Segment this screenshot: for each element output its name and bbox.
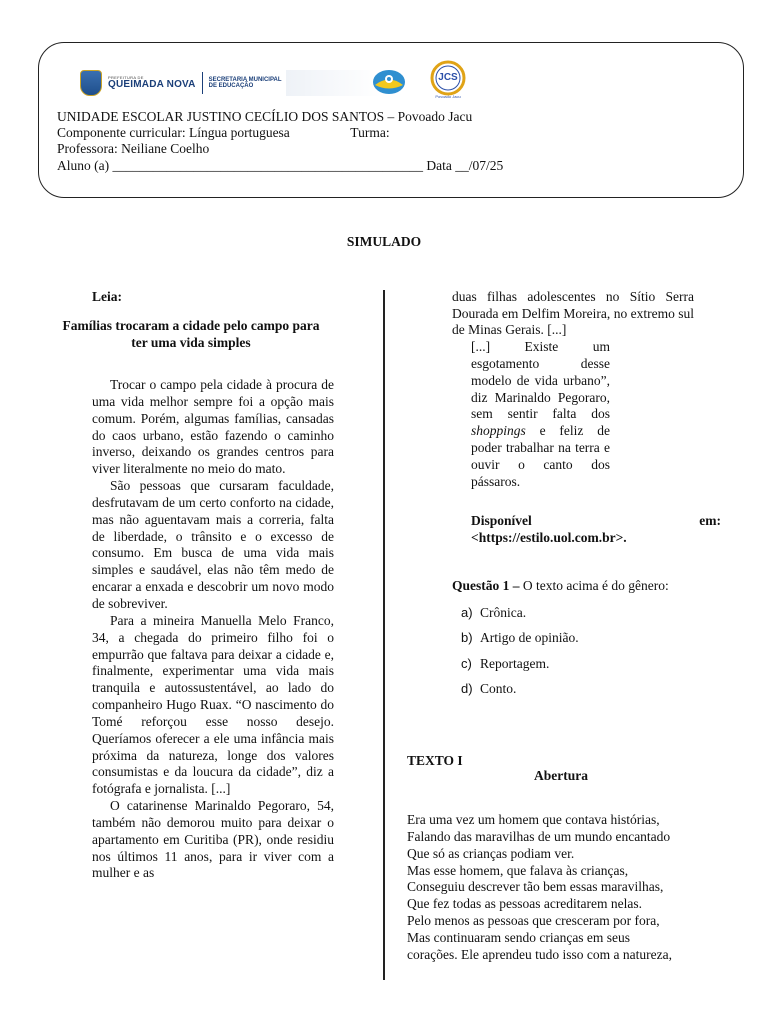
school-logo-caption: Povoado Jacu — [435, 94, 461, 99]
article-quote — [471, 339, 610, 491]
source-label: Disponível — [471, 513, 532, 528]
article-title: Famílias trocaram a cidade pelo campo para ter uma vida simples — [62, 318, 320, 350]
page-title: SIMULADO — [346, 234, 422, 249]
professora: Professora: Neiliane Coelho — [57, 141, 210, 157]
header-info — [57, 109, 503, 174]
poem-line: Falando das maravilhas de um mundo encantado — [407, 828, 671, 844]
secretaria-line-2: DE EDUCAÇÃO — [208, 83, 254, 89]
option-a[interactable] — [461, 605, 579, 630]
option-letter: c) — [461, 655, 472, 671]
poem-line: corações. Ele aprendeu tudo isso com a natureza, — [407, 946, 673, 962]
poem-line: Pelo menos as pessoas que cresceram por fora, — [407, 913, 660, 929]
option-text: Conto. — [480, 680, 517, 696]
quote-text-2: e feliz de poder trabalhar na terra e ouvir o canto dos pássaros. — [471, 423, 610, 489]
municipal-emblem-icon — [371, 68, 407, 96]
option-b[interactable] — [461, 630, 579, 655]
source-url: <https://estilo.uol.com.br>. — [471, 529, 627, 545]
school-name: UNIDADE ESCOLAR JUSTINO CECÍLIO DOS SANTOS – Povoado Jacu — [57, 109, 473, 124]
poem-line: Mas esse homem, que falava às crianças, — [407, 862, 629, 878]
school-logo-text: JCS — [438, 72, 458, 83]
source-citation — [471, 513, 721, 546]
componente-curricular: Componente curricular: Língua portuguesa Turma: — [57, 125, 390, 141]
secretaria-text — [209, 77, 282, 90]
poem-text — [407, 812, 672, 964]
poem-line: Conseguiu descrever tão bem essas maravilhas, — [407, 879, 664, 895]
option-text: Crônica. — [480, 605, 527, 620]
prefeitura-small-text: PREFEITURA DE — [108, 75, 144, 80]
source-em: em: — [699, 513, 721, 528]
column-divider — [383, 290, 385, 980]
texto-1-label: TEXTO I — [407, 753, 463, 768]
option-text: Artigo de opinião. — [480, 630, 579, 646]
question-1-text: O texto acima é do gênero: — [519, 578, 669, 593]
poem-line: Mas continuaram sendo crianças em seus — [407, 929, 631, 945]
option-text: Reportagem. — [480, 655, 550, 671]
poem-title: Abertura — [534, 768, 588, 783]
secretaria-line-1: SECRETARIA MUNICIPAL — [208, 76, 282, 83]
prefeitura-brand — [108, 76, 196, 90]
quote-italic: shoppings — [471, 423, 526, 439]
crest-icon — [80, 70, 102, 96]
question-1-label: Questão 1 – — [452, 578, 520, 593]
quote-text-1: [...] Existe um esgotamento desse modelo de vida urbano”, diz Marinaldo Pegoraro, sem sentir falta dos — [471, 339, 610, 422]
reading-label: Leia: — [92, 289, 122, 304]
article-paragraph: Para a mineira Manuella Melo Franco, 34, a chegada do primeiro filho foi o empurrão que faltava para deixar a cidade e, finalmente, experimentar uma vida mais tranquila e autossustentável, ao lado do companheiro Hugo Ruax. “O nascimento do Tomé reforçou esse nosso desejo. Queríamos oferecer a ele uma infância mais próxima da natureza, longe dos valores consumistas e da loucura da cidade”, diz a fotógrafa e jornalista. [...] — [92, 612, 334, 797]
article-paragraph: O catarinense Marinaldo Pegoraro, 54, também não demorou muito para deixar o apartamento em Curitiba (PR), onde residiu nos últimos 11 anos, para ir viver com a mulher e as — [92, 798, 334, 881]
option-letter: d) — [461, 680, 473, 696]
option-letter: b) — [461, 630, 473, 646]
aluno-line: Aluno (a) ______________________________________________ Data __/07/25 — [57, 157, 504, 173]
article-paragraph: São pessoas que cursaram faculdade, desfrutavam de um certo conforto na cidade, mas não aguentavam mais a correria, falta de liberdade, o trânsito e o excesso de consumo. Em busca de uma vida mais simples e saudável, elas não têm medo de encarar a enxada e descobrir um novo modo de sobreviver. — [92, 478, 334, 611]
option-c[interactable] — [461, 656, 579, 681]
faded-banner — [286, 70, 381, 96]
poem-line: Era uma vez um homem que contava histórias, — [407, 812, 660, 827]
school-logo — [424, 58, 472, 99]
option-d[interactable] — [461, 681, 579, 706]
poem-line: Que fez todas as pessoas acreditarem nelas. — [407, 896, 643, 912]
prefeitura-logo — [80, 66, 381, 100]
question-1 — [452, 578, 669, 594]
question-1-options — [461, 605, 579, 706]
option-letter: a) — [461, 605, 473, 620]
prefeitura-name: QUEIMADA NOVA — [108, 79, 196, 90]
poem-line: Que só as crianças podiam ver. — [407, 845, 575, 861]
logo-divider — [202, 72, 203, 94]
article-paragraph: Trocar o campo pela cidade à procura de uma vida melhor sempre foi a opção mais comum. Porém, algumas famílias, cansadas do caos urbano, estão fazendo o caminho inverso, deixando os grandes centros para viver literalmente no meio do mato. — [92, 377, 334, 477]
article-continuation: duas filhas adolescentes no Sítio Serra Dourada em Delfim Moreira, no extremo sul de Minas Gerais. [...] — [452, 289, 694, 338]
article-body — [92, 377, 334, 882]
